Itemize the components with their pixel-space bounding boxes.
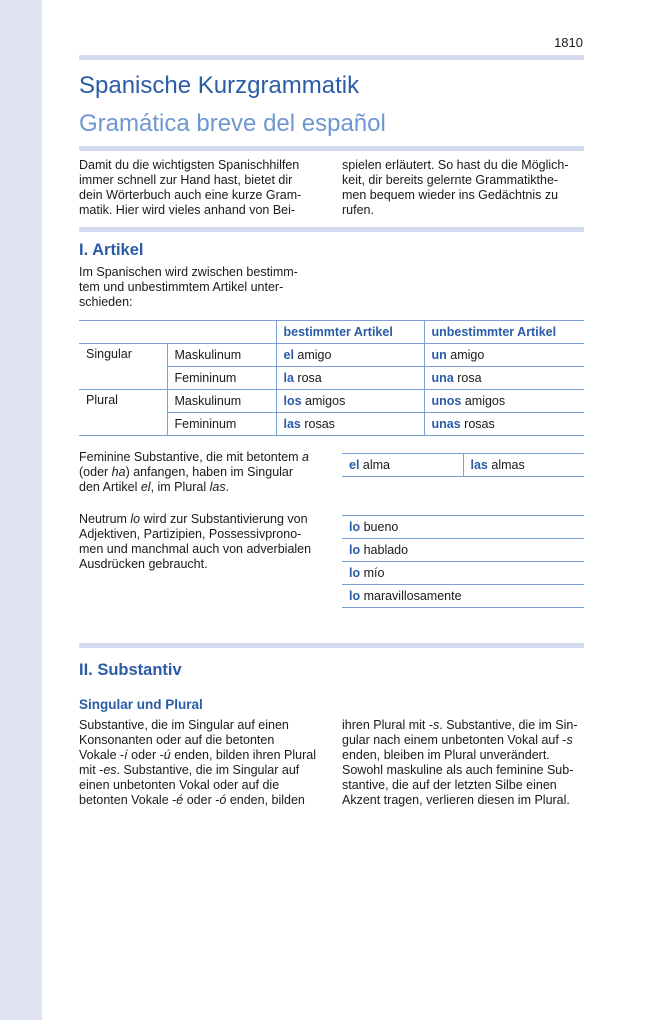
side-strip (0, 0, 42, 1020)
definite-cell (276, 344, 424, 367)
indefinite-cell (424, 367, 584, 390)
definite-article: las (470, 458, 488, 472)
word: maravillosamente (360, 589, 462, 603)
noun: almas (487, 458, 525, 472)
body-text: betonten Vokale - (79, 793, 177, 807)
table-header-indefinite: unbestimmter Artikel (424, 321, 584, 344)
page-title: Spanische Kurzgrammatik (79, 72, 360, 99)
indefinite-article: unas (431, 417, 461, 431)
note-text: , im Plural (150, 480, 210, 494)
note-italic: las (209, 480, 226, 494)
noun: amigo (293, 348, 332, 362)
neutral-article: lo (349, 566, 361, 580)
indefinite-cell (424, 344, 584, 367)
noun: rosa (453, 371, 482, 385)
body-italic: é (176, 793, 184, 807)
definite-cell (276, 367, 424, 390)
table-row (79, 344, 584, 367)
table-row (342, 585, 584, 608)
word: mío (360, 566, 385, 580)
section-rule (79, 643, 584, 648)
artikel-intro-line: Im Spanischen wird zwischen bestimm- (79, 265, 298, 279)
page-subtitle: Gramática breve del español (79, 110, 386, 137)
table-row (342, 539, 584, 562)
example-cell (463, 454, 584, 477)
example-cell (342, 516, 584, 539)
body-text: . Substantive, die im Sin- (439, 718, 578, 732)
note-text: ) anfangen, haben im Singular (125, 465, 294, 479)
body-text: enden, bilden (226, 793, 305, 807)
table-header-row (79, 321, 584, 344)
intro-column-2 (342, 158, 587, 218)
note-italic: a (302, 450, 309, 464)
body-text: ihren Plural mit - (342, 718, 433, 732)
word: hablado (360, 543, 409, 557)
header-rule (79, 55, 584, 60)
noun: rosas (300, 417, 335, 431)
noun: alma (359, 458, 391, 472)
word: bueno (360, 520, 399, 534)
neutral-article: lo (349, 589, 361, 603)
noun: rosas (460, 417, 495, 431)
body-italic: s (433, 718, 440, 732)
note-text: den Artikel (79, 480, 141, 494)
indefinite-article: un (431, 348, 447, 362)
table-row (342, 454, 584, 477)
body-italic: s (566, 733, 573, 747)
neutral-example-table (342, 515, 584, 608)
table-row (342, 562, 584, 585)
intro-column-1 (79, 158, 324, 218)
intro-line: dein Wörterbuch auch eine kurze Gram- (79, 188, 302, 202)
substantiv-column-1 (79, 718, 329, 808)
note-text: wird zur Substantivierung von (140, 512, 308, 526)
definite-article: la (283, 371, 294, 385)
table-corner-cell (79, 321, 276, 344)
body-text: mit - (79, 763, 104, 777)
body-text: oder - (183, 793, 220, 807)
body-line: Substantive, die im Singular auf einen (79, 718, 289, 732)
intro-line: immer schnell zur Hand hast, bietet dir (79, 173, 293, 187)
body-italic: es (103, 763, 117, 777)
number-cell: Singular (79, 344, 167, 390)
intro-line: spielen erläutert. So hast du die Möglich- (342, 158, 569, 172)
example-cell (342, 539, 584, 562)
feminine-example-table (342, 453, 584, 477)
note-italic: lo (130, 512, 141, 526)
gender-cell: Maskulinum (167, 390, 276, 413)
indefinite-cell (424, 413, 584, 436)
definite-cell (276, 413, 424, 436)
table-header-definite: bestimmter Artikel (276, 321, 424, 344)
noun: rosa (293, 371, 322, 385)
noun: amigo (446, 348, 485, 362)
definite-article: los (283, 394, 302, 408)
note-text: men und manchmal auch von adverbialen (79, 542, 312, 556)
example-cell (342, 562, 584, 585)
neutral-article: lo (349, 520, 361, 534)
body-text: . Substantive, die im Singular auf (116, 763, 300, 777)
body-line: enden, bleiben im Plural unverändert. (342, 748, 550, 762)
note-italic: ha (111, 465, 126, 479)
noun: amigos (461, 394, 506, 408)
definite-article: el (349, 458, 360, 472)
neutral-note (79, 512, 334, 572)
note-text: . (225, 480, 230, 494)
table-row (79, 390, 584, 413)
definite-article: el (283, 348, 294, 362)
section-heading-artikel: I. Artikel (79, 241, 144, 259)
neutral-article: lo (349, 543, 361, 557)
substantiv-column-2 (342, 718, 592, 808)
note-text: Neutrum (79, 512, 131, 526)
intro-line: men bequem wieder ins Gedächtnis zu (342, 188, 559, 202)
gender-cell: Femininum (167, 367, 276, 390)
artikel-intro-line: schieden: (79, 295, 133, 309)
note-italic: el (140, 480, 151, 494)
body-line: Sowohl maskuline als auch feminine Sub- (342, 763, 574, 777)
intro-line: rufen. (342, 203, 374, 217)
page-number: 1810 (554, 35, 583, 50)
body-italic: í (124, 748, 128, 762)
definite-article: las (283, 417, 301, 431)
indefinite-cell (424, 390, 584, 413)
body-line: Konsonanten oder auf die betonten (79, 733, 275, 747)
note-text: Adjektiven, Partizipien, Possessivprono- (79, 527, 302, 541)
intro-line: keit, dir bereits gelernte Grammatikthe- (342, 173, 559, 187)
body-text: enden, bilden ihren Plural (170, 748, 316, 762)
body-italic: ú (163, 748, 171, 762)
body-italic: ó (219, 793, 227, 807)
noun: amigos (301, 394, 346, 408)
intro-line: Damit du die wichtigsten Spanischhilfen (79, 158, 300, 172)
article-table (79, 320, 584, 436)
gender-cell: Femininum (167, 413, 276, 436)
subheading-singular-plural: Singular und Plural (79, 697, 203, 712)
indefinite-article: una (431, 371, 454, 385)
body-line: stantive, die auf der letzten Silbe einen (342, 778, 557, 792)
feminine-note (79, 450, 329, 495)
body-text: Vokale - (79, 748, 125, 762)
note-text: (oder (79, 465, 112, 479)
body-line: einen unbetonten Vokal oder auf die (79, 778, 280, 792)
number-cell: Plural (79, 390, 167, 436)
artikel-intro (79, 265, 324, 310)
body-text: oder - (127, 748, 164, 762)
section-rule (79, 227, 584, 232)
example-cell (342, 585, 584, 608)
artikel-intro-line: tem und unbestimmtem Artikel unter- (79, 280, 284, 294)
indefinite-article: unos (431, 394, 462, 408)
body-text: gular nach einem unbetonten Vokal auf - (342, 733, 567, 747)
body-line: Akzent tragen, verlieren diesen im Plural. (342, 793, 570, 807)
note-text: Ausdrücken gebraucht. (79, 557, 208, 571)
intro-line: matik. Hier wird vieles anhand von Bei- (79, 203, 296, 217)
title-rule (79, 146, 584, 151)
table-row (342, 516, 584, 539)
gender-cell: Maskulinum (167, 344, 276, 367)
definite-cell (276, 390, 424, 413)
example-cell (342, 454, 463, 477)
section-heading-substantiv: II. Substantiv (79, 661, 182, 679)
note-text: Feminine Substantive, die mit betontem (79, 450, 303, 464)
